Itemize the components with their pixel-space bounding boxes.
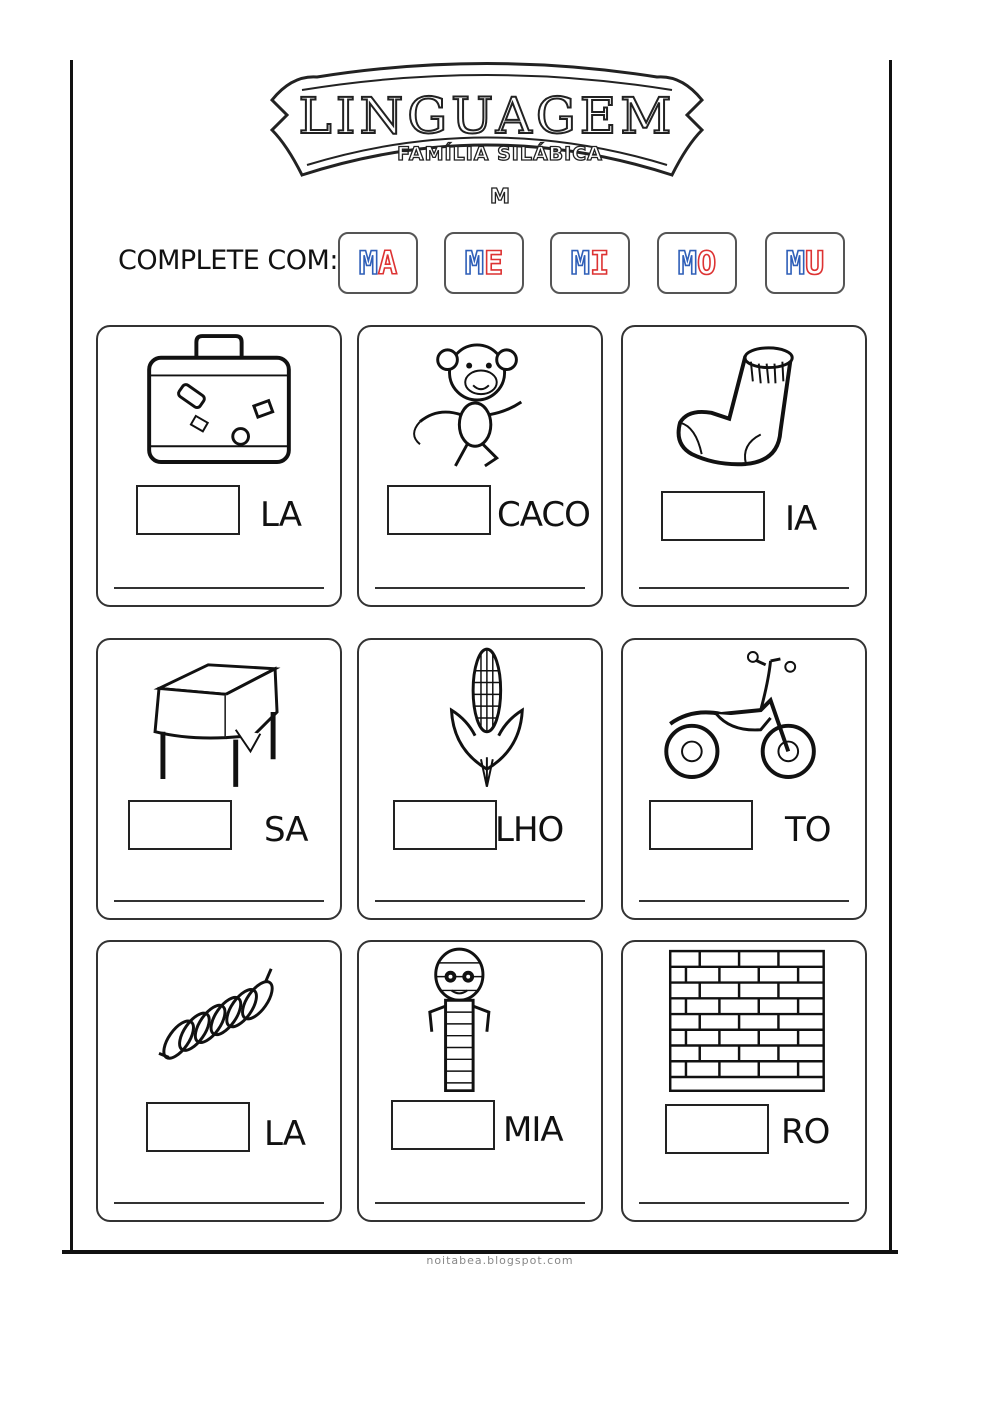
word-suffix: SA <box>264 810 308 850</box>
word-card-mola <box>96 940 342 1222</box>
page-subtitle: FAMÍLIA SILÁBICA <box>397 143 603 165</box>
syllable-mi: MI <box>550 232 630 294</box>
writing-line[interactable] <box>375 1202 585 1204</box>
word-card-muro <box>621 940 867 1222</box>
instruction-label: COMPLETE COM: <box>118 245 338 276</box>
title-banner <box>262 55 712 195</box>
frame-left-border <box>70 60 73 1252</box>
writing-line[interactable] <box>639 1202 849 1204</box>
word-card-meia <box>621 325 867 607</box>
syllable-answer-box[interactable] <box>393 800 497 850</box>
footer-url: noitabea.blogspot.com <box>426 1254 574 1267</box>
syllable-ma: MA <box>338 232 418 294</box>
syllable-answer-box[interactable] <box>649 800 753 850</box>
writing-line[interactable] <box>375 900 585 902</box>
syllable-answer-box[interactable] <box>387 485 491 535</box>
corn-icon <box>359 640 601 790</box>
family-letter: M <box>490 184 510 208</box>
syllable-answer-box[interactable] <box>391 1100 495 1150</box>
writing-line[interactable] <box>114 900 324 902</box>
suitcase-icon <box>98 327 340 477</box>
word-suffix: IA <box>785 499 817 539</box>
mummy-icon <box>359 942 601 1092</box>
table-icon <box>98 640 340 790</box>
syllable-mu: MU <box>765 232 845 294</box>
word-suffix: CACO <box>497 495 590 535</box>
syllable-answer-box[interactable] <box>128 800 232 850</box>
writing-line[interactable] <box>375 587 585 589</box>
monkey-icon <box>359 327 601 477</box>
spring-icon <box>98 942 340 1092</box>
brick-wall-icon <box>623 942 865 1092</box>
syllable-mo: MO <box>657 232 737 294</box>
word-card-milho <box>357 638 603 920</box>
syllable-me: ME <box>444 232 524 294</box>
word-card-mumia <box>357 940 603 1222</box>
page-title: LINGUAGEM <box>298 87 676 145</box>
word-card-moto <box>621 638 867 920</box>
syllable-answer-box[interactable] <box>661 491 765 541</box>
word-card-mesa <box>96 638 342 920</box>
frame-right-border <box>889 60 892 1252</box>
sock-icon <box>623 327 865 477</box>
word-suffix: RO <box>781 1112 830 1152</box>
word-card-mala <box>96 325 342 607</box>
motorcycle-icon <box>623 640 865 790</box>
writing-line[interactable] <box>639 587 849 589</box>
syllable-answer-box[interactable] <box>665 1104 769 1154</box>
syllable-answer-box[interactable] <box>146 1102 250 1152</box>
word-suffix: LA <box>260 495 301 535</box>
word-card-macaco <box>357 325 603 607</box>
word-suffix: MIA <box>503 1110 563 1150</box>
writing-line[interactable] <box>114 587 324 589</box>
word-suffix: LHO <box>495 810 564 850</box>
word-suffix: TO <box>785 810 831 850</box>
writing-line[interactable] <box>639 900 849 902</box>
writing-line[interactable] <box>114 1202 324 1204</box>
syllable-answer-box[interactable] <box>136 485 240 535</box>
word-suffix: LA <box>264 1114 305 1154</box>
